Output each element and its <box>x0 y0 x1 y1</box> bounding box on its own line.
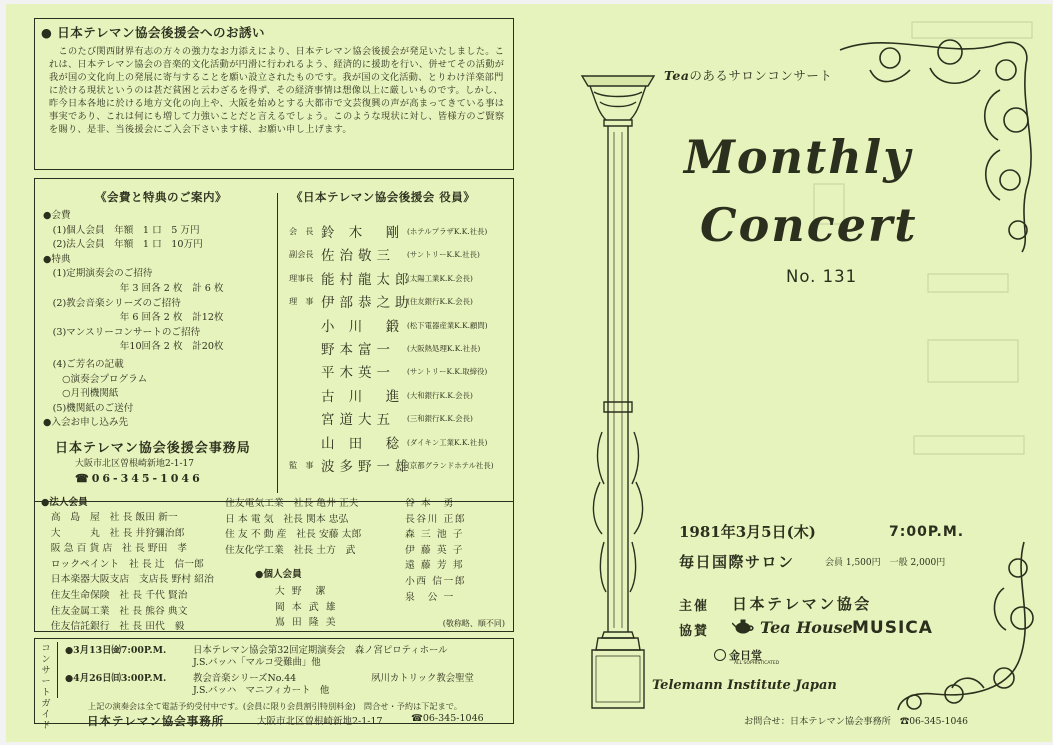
officer-name: 平木英一 <box>321 365 395 382</box>
host-label: 主催 <box>679 599 710 614</box>
sponsor-kinjitsudo-name: 金日堂 <box>729 649 762 662</box>
support-office-name: 日本テレマン協会後援会事務局 <box>55 441 251 456</box>
column-divider <box>277 193 278 493</box>
officer-name: 鈴 木 剛 <box>321 225 405 241</box>
sponsor-musica: MUSICA <box>852 618 933 638</box>
title-line2: Concert <box>700 198 918 252</box>
sponsor-label: 協賛 <box>679 624 710 639</box>
concert-footnote: 上記の演奏会は全て電話予約受付中です。(会員に限り会員割引特別料金) 問合せ・予約は下記まで。 <box>87 701 462 711</box>
officer-name: 野本富一 <box>321 342 395 358</box>
officer-affiliation: (サントリーK.K.取締役) <box>407 367 488 377</box>
support-office-tel: ☎06-345-1046 <box>75 472 203 485</box>
individual-members-col1: 大 野 潔 岡 本 武 雄 嶌 田 隆 美 <box>275 586 338 629</box>
info-box <box>34 178 514 502</box>
sponsor-teahouse: Tea House <box>760 618 853 637</box>
officer-affiliation: (三和銀行K.K.会長) <box>407 414 473 424</box>
officer-name: 古 川 進 <box>321 388 405 405</box>
right-panel <box>534 4 1052 742</box>
concert1-desc: 日本テレマン協会第32回定期演奏会 森ノ宮ピロティホール J.S.バッハ「マルコ受難曲」他 <box>193 645 448 668</box>
officers-heading: 《日本テレマン協会後援会 役員》 <box>291 190 476 204</box>
concert-office-tel: ☎06-345-1046 <box>411 713 484 724</box>
officer-name: 佐治敬三 <box>321 248 395 265</box>
officer-name: 能村龍太郎 <box>321 271 414 288</box>
officer-name: 波多野一雄 <box>321 459 414 475</box>
concert2-date: ●4月26日㈰3:00P.M. <box>65 673 167 684</box>
benefits-list-2: (4)ご芳名の記載 ○演奏会プログラム ○月刊機関紙 (5)機関紙のご送付 ●入会お申し込み先 <box>43 359 148 429</box>
concert-office-address: 大阪市北区曽根崎新地2-1-17 <box>257 716 383 727</box>
officer-role: 監 事 <box>289 460 314 470</box>
invitation-body: このたび関西財界有志の方々の強力なお力添えにより、日本テレマン協会後援会が発足いたしました。これは、日本テレマン協会の音楽的文化活動が円滑に行われるよう、経済的に援助を行い、併せてその活動が我が国の文化向上の発展に寄与することを願い設立されたものです。我が国の文化活動、とりわけ洋楽部門に於ける現状というのは甚だ貧困と云わざるを得ず、その経済事情は想像以上に厳しいものです。しかし、昨今日本各地に於ける地方文化の向上や、大阪を始めとする大都市で文芸復興の声が高まってきている事は事実であり、これは何にも増して力強いことだと言えるでしょう。このような現状に対し、皆様方のご賢察を賜り、是非、当後援会にご入会下さいます様、お願い申し上げます。 <box>49 46 505 135</box>
officer-affiliation: (太陽工業K.K.会長) <box>407 273 473 283</box>
support-office-address: 大阪市北区曽根崎新地2-1-17 <box>75 459 194 469</box>
officer-affiliation: (大和銀行K.K.会長) <box>407 390 473 400</box>
title-line1: Monthly <box>684 130 912 184</box>
officer-affiliation: (京都グランドホテル社長) <box>407 461 494 470</box>
sponsor-kinjitsudo-sub: ALL SOPHISTICATED <box>734 661 780 666</box>
officer-role: 理 事 <box>289 296 314 307</box>
officer-role: 理事長 <box>289 272 314 283</box>
officer-name: 山 田 稔 <box>321 435 405 452</box>
officer-affiliation: (大阪熱処理K.K.社長) <box>407 344 481 353</box>
subtitle-tea: Tea <box>664 68 690 83</box>
corporate-members-col1: 高 島 屋 社 長 飯田 新一 大 丸 社 長 井狩彌治郎 阪 急 百 貨 店 社 長 野田 孝 ロックペイント 社 長 辻 信一郎 日本楽器大阪支店 支店長 野村 紹治 住友生命保険 社 長 千代 賢治 住友金属工業 社 長 熊谷 典文 住友信託銀行 社 長 田代 毅 <box>50 512 214 633</box>
officer-name: 伊部恭之助 <box>321 295 414 312</box>
series-subtitle <box>664 66 832 84</box>
corporate-members-col2: 住友電気工業 社長 亀井 正夫 日 本 電 気 社長 関本 忠弘 住 友 不 動 産 社長 安藤 太郎 住友化学工業 社長 土方 武 <box>225 498 362 556</box>
telemann-institute: Telemann Institute Japan <box>652 678 837 693</box>
contact-line: お問合せ：日本テレマン協会事務所 ☎06-345-1046 <box>744 716 969 727</box>
concert-fee: 会員 1,500円 一般 2,000円 <box>825 558 946 568</box>
officer-role: 会 長 <box>289 226 314 236</box>
officer-role: 副会長 <box>289 249 314 260</box>
concert-guide-separator <box>57 642 58 698</box>
subtitle-rest: のあるサロンコンサート <box>689 68 833 83</box>
issue-number: No. 131 <box>786 267 858 286</box>
members-box <box>34 492 514 632</box>
officer-affiliation: (松下電器産業K.K.顧問) <box>407 320 488 330</box>
concert-venue: 毎日国際サロン <box>679 553 795 571</box>
invitation-box <box>34 18 514 170</box>
concert2-desc: 教会音楽シリーズNo.44 夙川カトリック教会聖堂 J.S.バッハ マニフィカート 他 <box>193 673 474 696</box>
officer-affiliation: (ホテルプラザK.K.社長) <box>407 227 488 236</box>
corporate-members-heading: ●法人会員 <box>41 497 88 508</box>
individual-members-heading: ●個人会員 <box>255 569 302 580</box>
concert-time: 7:00P.M. <box>889 524 965 540</box>
benefits-heading: 《会費と特典のご案内》 <box>95 190 227 204</box>
concert-guide-label: コンサートガイド <box>41 644 51 731</box>
individual-members-col2: 谷 本 勇 長谷川 正郎 森 三 池 子 伊 藤 英 子 遠 藤 芳 邦 小西 信一郎 泉 公 一 <box>405 498 467 603</box>
officer-affiliation: (住友銀行K.K.会長) <box>407 297 473 307</box>
leaflet-sheet <box>6 4 1052 742</box>
concert-date: 1981年3月5日(木) <box>679 523 816 541</box>
officer-affiliation: (ダイキン工業K.K.社長) <box>407 437 488 447</box>
left-panel <box>34 18 514 729</box>
kinjitsudo-mark-icon <box>714 649 726 661</box>
officer-affiliation: (サントリーK.K.社長) <box>407 250 480 260</box>
concert1-date: ●3月13日㈮7:00P.M. <box>65 645 167 656</box>
invitation-title: ● 日本テレマン協会後援会へのお誘い <box>41 25 266 40</box>
column-illustration <box>578 72 658 712</box>
members-note: (敬称略、順不同) <box>442 619 505 628</box>
teapot-icon <box>732 617 754 635</box>
host-name: 日本テレマン協会 <box>732 595 872 613</box>
officer-name: 宮道大五 <box>321 412 395 429</box>
officer-name: 小 川 鍛 <box>321 318 405 335</box>
concert-guide-box <box>34 638 514 731</box>
concert-office-name: 日本テレマン協会事務所 <box>87 714 225 728</box>
benefits-list: ●会費 (1)個人会員 年額 1 口 5 万円 (2)法人会員 年額 1 口 10万円 ●特典 (1)定期演奏会のご招待 年 3 回各 2 枚 計 6 枚 (2)教会音楽シリーズのご招待 年 6 回各 2 枚 計12枚 (3)マンスリーコンサートのご招待 年10回各 2 枚 計20枚 <box>43 210 224 353</box>
